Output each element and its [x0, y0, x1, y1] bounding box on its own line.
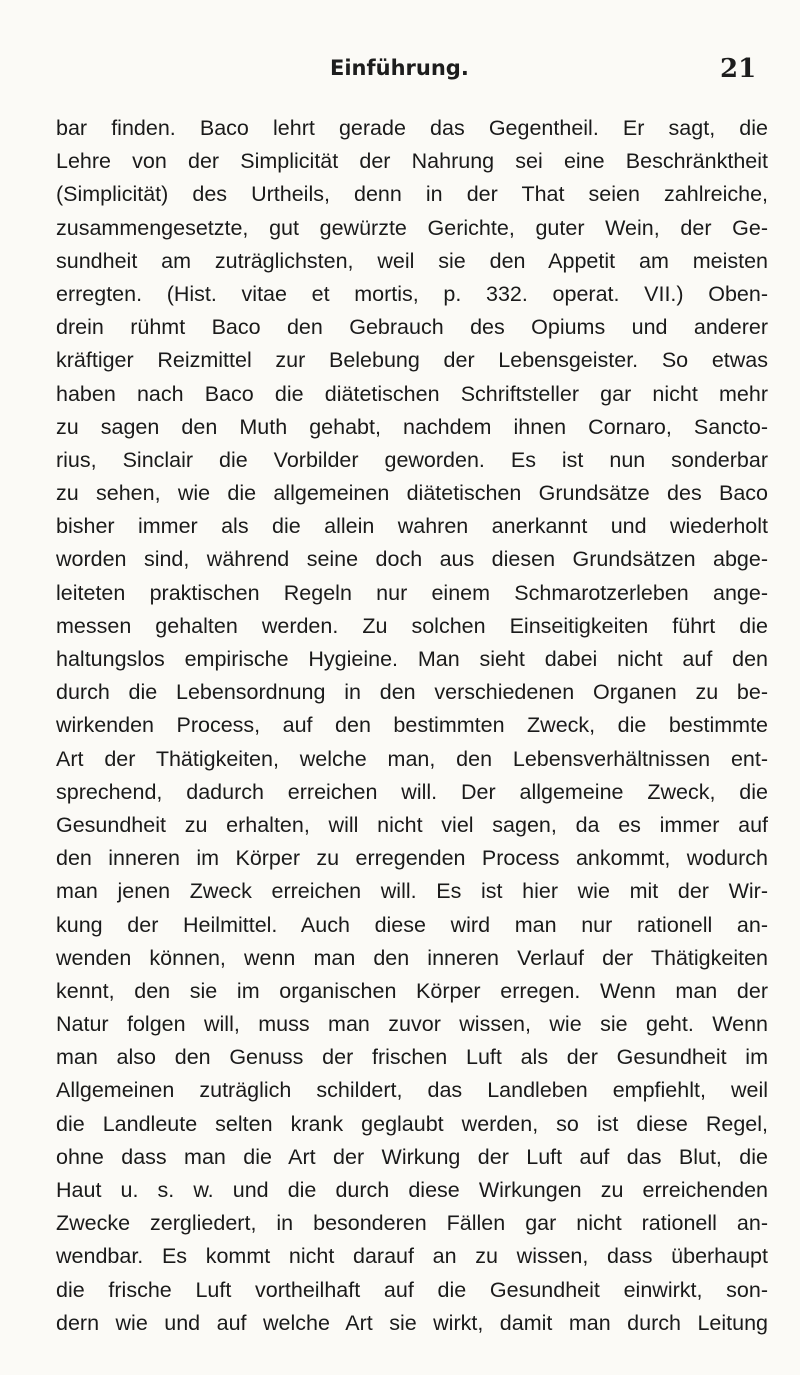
text-line: leiteten praktischen Regeln nur einem Schmarotzerleben ange-: [56, 580, 768, 605]
text-line: man jenen Zweck erreichen will. Es ist hier wie mit der Wir-: [56, 879, 768, 904]
text-line: wenden können, wenn man den inneren Verlauf der Thätigkeiten: [56, 945, 768, 970]
page-number: 21: [720, 54, 757, 84]
text-line: rius, Sinclair die Vorbilder geworden. Es ist nun sonderbar: [56, 447, 768, 472]
text-line: bisher immer als die allein wahren anerkannt und wiederholt: [56, 514, 768, 539]
text-line: durch die Lebensordnung in den verschiedenen Organen zu be-: [56, 680, 768, 705]
text-line: ohne dass man die Art der Wirkung der Luft auf das Blut, die: [56, 1144, 768, 1169]
text-line: kennt, den sie im organischen Körper erregen. Wenn man der: [56, 978, 768, 1003]
text-line: zu sagen den Muth gehabt, nachdem ihnen Cornaro, Sancto-: [56, 414, 768, 439]
text-line: Art der Thätigkeiten, welche man, den Lebensverhältnissen ent-: [56, 746, 768, 771]
text-line: Lehre von der Simplicität der Nahrung sei eine Beschränktheit: [56, 149, 768, 174]
text-line: dern wie und auf welche Art sie wirkt, damit man durch Leitung: [56, 1310, 768, 1335]
text-line: worden sind, während seine doch aus diesen Grundsätzen abge-: [56, 547, 768, 572]
text-line: bar finden. Baco lehrt gerade das Gegentheil. Er sagt, die: [56, 116, 768, 140]
text-line: sundheit am zuträglichsten, weil sie den Appetit am meisten: [56, 248, 768, 273]
text-line: die frische Luft vortheilhaft auf die Gesundheit einwirkt, son-: [56, 1277, 768, 1302]
text-line: man also den Genuss der frischen Luft als der Gesundheit im: [56, 1045, 768, 1070]
text-line: Natur folgen will, muss man zuvor wissen, wie sie geht. Wenn: [56, 1012, 768, 1037]
text-line: kung der Heilmittel. Auch diese wird man nur rationell an-: [56, 912, 768, 937]
text-line: haben nach Baco die diätetischen Schriftsteller gar nicht mehr: [56, 381, 768, 406]
text-line: drein rühmt Baco den Gebrauch des Opiums und anderer: [56, 315, 768, 340]
text-line: Zwecke zergliedert, in besonderen Fällen gar nicht rationell an-: [56, 1211, 768, 1236]
text-line: sprechend, dadurch erreichen will. Der allgemeine Zweck, die: [56, 779, 768, 804]
text-line: zu sehen, wie die allgemeinen diätetischen Grundsätze des Baco: [56, 481, 768, 506]
running-title: Einführung.: [330, 56, 469, 80]
text-line: zusammengesetzte, gut gewürzte Gerichte, guter Wein, der Ge-: [56, 215, 768, 240]
text-line: Haut u. s. w. und die durch diese Wirkungen zu erreichenden: [56, 1178, 768, 1202]
text-line: wendbar. Es kommt nicht darauf an zu wissen, dass überhaupt: [56, 1244, 768, 1269]
text-line: den inneren im Körper zu erregenden Process ankommt, wodurch: [56, 846, 768, 871]
text-line: haltungslos empirische Hygieine. Man sieht dabei nicht auf den: [56, 647, 768, 671]
text-line: erregten. (Hist. vitae et mortis, p. 332. operat. VII.) Oben-: [56, 281, 768, 306]
text-line: kräftiger Reizmittel zur Belebung der Lebensgeister. So etwas: [56, 348, 768, 373]
text-line: die Landleute selten krank geglaubt werden, so ist diese Regel,: [56, 1111, 768, 1136]
body-text: [56, 112, 768, 1340]
text-line: messen gehalten werden. Zu solchen Einseitigkeiten führt die: [56, 613, 768, 638]
text-line: Gesundheit zu erhalten, will nicht viel sagen, da es immer auf: [56, 812, 768, 837]
text-line: Allgemeinen zuträglich schildert, das Landleben empfiehlt, weil: [56, 1078, 768, 1103]
text-line: wirkenden Process, auf den bestimmten Zweck, die bestimmte: [56, 713, 768, 738]
text-line: (Simplicität) des Urtheils, denn in der That seien zahlreiche,: [56, 182, 768, 207]
